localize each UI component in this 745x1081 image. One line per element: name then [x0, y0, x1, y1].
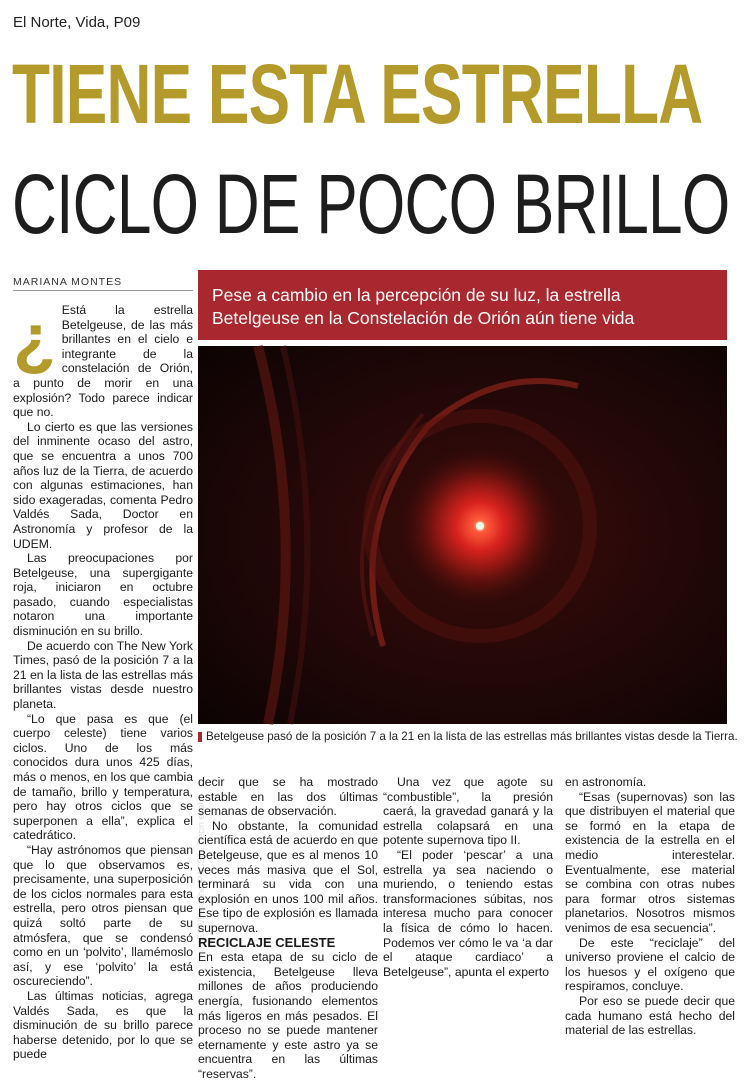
star-image	[198, 346, 727, 724]
article-paragraph: En esta etapa de su ciclo de existencia, Betelgeuse lleva millones de años produciendo energía, fusionando elementos más ligeros en más pesados. El proceso no se puede mantener eternamente y este astro ya se encuentra en las últimas “reservas”.	[198, 950, 378, 1081]
headline-line-1: TIENE ESTA ESTRELLA	[12, 47, 703, 141]
article-paragraph: Las preocupaciones por Betelgeuse, una supergigante roja, iniciaron en octubre pasado, cuando especialistas notaron una importante disminución en su brillo.	[13, 551, 193, 639]
article-column-2	[198, 775, 378, 1081]
article-paragraph: en astronomía.	[565, 775, 647, 789]
paragraph-text: Está la estrella Betelgeuse, de las más brillantes en el cielo e integrante de la constelación de Orión, a punto de morir en una explosión? Todo parece indicar que no.	[13, 303, 193, 420]
article-paragraph: No obstante, la comunidad científica está de acuerdo en que Betelgeuse, que es al menos 10 veces más masiva que el Sol, terminará su vida con una explosión en unos 100 mil años. Ese tipo de explosión es llamada supernova.	[198, 818, 378, 935]
headline-line-2: CICLO DE POCO BRILLO	[12, 157, 730, 251]
article-paragraph: Una vez que agote su “combustible”, la presión caerá, la gravedad ganará y la estrella colapsará en una potente supernova tipo II.	[383, 775, 553, 848]
photo-credit: ESA/Herschel/PACS/L. Decin et al	[196, 802, 206, 940]
article-paragraph: Lo cierto es que las versiones del inminente ocaso del astro, que se encuentra a unos 700 años luz de la Tierra, de acuerdo con algunas estimaciones, han sido exageradas, comenta Pedro Valdés Sada, Doctor en Astronomía y profesor de la UDEM.	[13, 419, 193, 551]
source-label: El Norte, Vida, P09	[13, 14, 141, 31]
article-paragraph: Por eso se puede decir que cada humano está hecho del material de las estrellas.	[565, 993, 735, 1038]
byline: MARIANA MONTES	[13, 276, 193, 291]
caption-marker	[198, 732, 202, 742]
article-paragraph: De acuerdo con The New York Times, pasó de la posición 7 a la 21 en la lista de las estrellas más brillantes vistas desde nuestro planeta.	[13, 638, 193, 712]
caption-text: Betelgeuse pasó de la posición 7 a la 21 en la lista de las estrellas más brillantes vistas desde la Tierra.	[206, 730, 738, 743]
deck-banner	[198, 270, 727, 340]
article-paragraph	[13, 299, 193, 420]
article-paragraph: De este “reciclaje” del universo proviene el calcio de los huesos y el oxígeno que respiramos, concluye.	[565, 935, 735, 994]
deck-line-1: Pese a cambio en la percepción de su luz, la estrella	[212, 285, 621, 305]
article-paragraph: “El poder ‘pescar’ a una estrella ya sea naciendo o muriendo, o teniendo estas transformaciones súbitas, nos interesa mucho para conocer la física de cómo lo hacen. Podemos ver cómo le va ‘a dar el ataque cardiaco’ a Betelgeuse”, apunta el experto	[383, 847, 553, 979]
section-subhead: RECICLAJE CELESTE	[198, 934, 336, 950]
article-paragraph: “Lo que pasa es que (el cuerpo celeste) tiene varios ciclos. Uno de los más conocidos dura unos 425 días, más o menos, en los que cambia de tamaño, brillo y temperatura, pero hay otros ciclos que se superponen a ella”, explica el catedrático.	[13, 711, 193, 843]
photo-caption	[198, 730, 738, 743]
article-column-1	[13, 299, 193, 1062]
article-paragraph: Las últimas noticias, agrega Valdés Sada, es que la disminución de su brillo parece haberse detenido, por lo que se puede	[13, 988, 193, 1062]
article-paragraph: decir que se ha mostrado estable en las dos últimas semanas de observación.	[198, 775, 378, 819]
article-column-4	[565, 775, 735, 1038]
drop-cap: ¿	[13, 299, 56, 377]
article-paragraph: “Hay astrónomos que piensan que lo que observamos es, precisamente, una superposición de los ciclos normales para esta estrella, pero otros piensan que quizá soltó parte de su atmósfera, que se condensó como en un ‘polvito’, llamémoslo así, y ese ‘polvito’ la está oscureciendo”.	[13, 842, 193, 989]
deck-line-2: Betelgeuse en la Constelación de Orión aún tiene vida	[212, 308, 635, 328]
article-paragraph: “Esas (supernovas) son las que distribuyen el material que se formó en la etapa de existencia de la estrella en el medio interestelar. Eventualmente, ese material se combina con otras nubes para formar otros sistemas planetarios. Nosotros mismos venimos de esa secuencia”.	[565, 789, 735, 935]
article-column-3	[383, 775, 553, 979]
